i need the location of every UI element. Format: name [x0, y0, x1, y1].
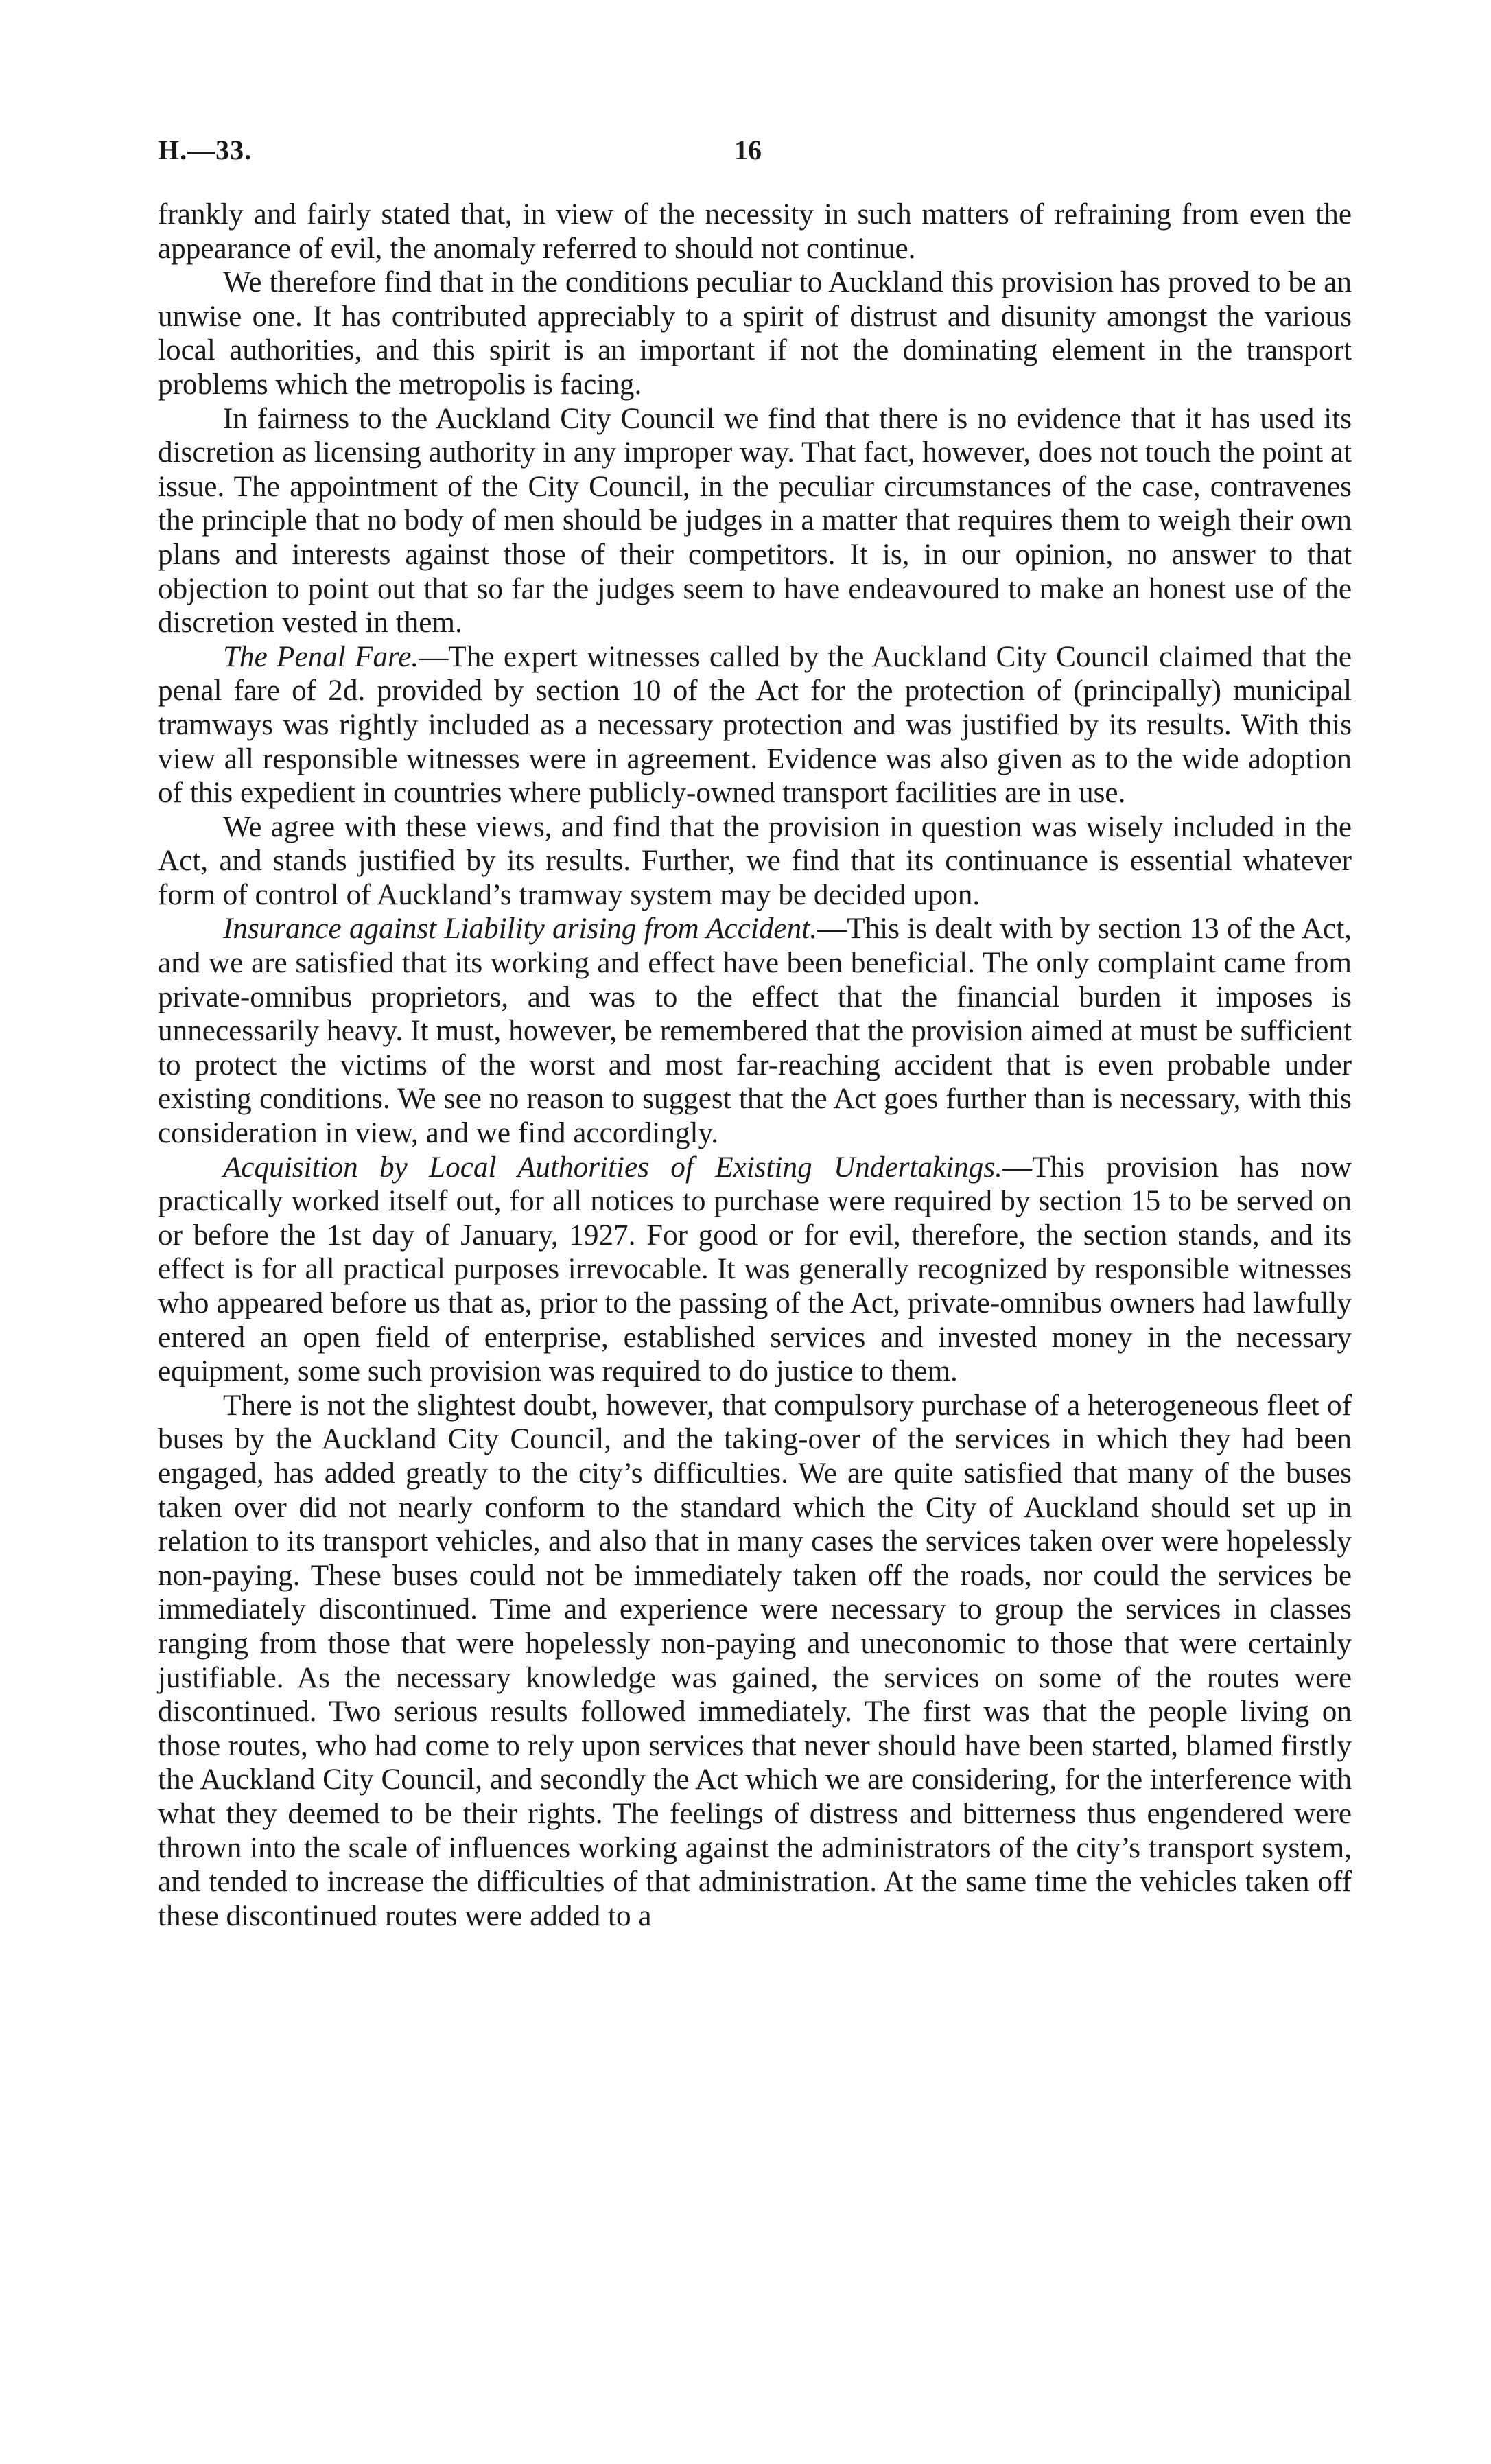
paragraph-text: frankly and fairly stated that, in view of the necessity in such matters of refraining from even the appearance of evil, the anomaly referred to should not continue. [158, 198, 1352, 265]
paragraph [158, 810, 1352, 913]
section-heading: The Penal Fare. [223, 640, 419, 673]
paragraph-acquisition [158, 1151, 1352, 1389]
section-heading: Insurance against Liability arising from Accident. [223, 913, 817, 946]
paragraph-text: —This provision has now practically worked itself out, for all notices to purchase were required by section 15 to be served on or before the 1st day of January, 1927. For good or for evil, therefore, the section stands, and its effect is for all practical purposes irrevocable. It was generally recognized by responsible witnesses who appeared before us that as, prior to the passing of the Act, private-omnibus owners had lawfully entered an open field of enterprise, established services and invested money in the necessary equipment, some such provision was required to do justice to them. [158, 1151, 1352, 1388]
page-number: 16 [734, 134, 762, 165]
section-heading: Acquisition by Local Authorities of Existing Undertakings. [223, 1151, 1002, 1184]
page-header [158, 134, 1352, 175]
paragraph [158, 1389, 1352, 1934]
paragraph-text: We therefore find that in the conditions peculiar to Auckland this provision has proved to be an unwise one. It has contributed appreciably to a spirit of distrust and disunity amongst the various local authorities, and this spirit is an important if not the dominating element in the transport problems which the metropolis is facing. [158, 266, 1352, 401]
paragraph-penal-fare [158, 640, 1352, 810]
paragraph-text: There is not the slightest doubt, however, that compulsory purchase of a heterogeneous fleet of buses by the Auckland City Council, and the taking-over of the services in which they had been engaged, has added greatly to the city’s difficulties. We are quite satisfied that many of the buses taken over did not nearly conform to the standard which the City of Auckland should set up in relation to its transport vehicles, and also that in many cases the services taken over were hopelessly non-paying. These buses could not be immediately taken off the roads, nor could the services be immediately discontinued. Time and experience were necessary to group the services in classes ranging from those that were hopelessly non-paying and uneconomic to those that were certainly justifiable. As the necessary knowledge was gained, the services on some of the routes were discontinued. Two serious results followed immediately. The first was that the people living on those routes, who had come to rely upon services that never should have been started, blamed firstly the Auckland City Council, and secondly the Act which we are considering, for the interference with what they deemed to be their rights. The feelings of distress and bitterness thus engendered were thrown into the scale of influences working against the administrators of the city’s transport system, and tended to increase the difficulties of that administration. At the same time the vehicles taken off these discontinued routes were added to a [158, 1389, 1352, 1932]
paragraph-text: In fairness to the Auckland City Council we find that there is no evidence that it has used its discretion as licensing authority in any improper way. That fact, however, does not touch the point at issue. The appointment of the City Council, in the peculiar circumstances of the case, contravenes the principle that no body of men should be judges in a matter that requires them to weigh their own plans and interests against those of their competitors. It is, in our opinion, no answer to that objection to point out that so far the judges seem to have endeavoured to make an honest use of the discretion vested in them. [158, 402, 1352, 640]
paragraph [158, 266, 1352, 401]
document-reference: H.—33. [158, 134, 253, 165]
paragraph-continuation [158, 198, 1352, 266]
paragraph-text: —The expert witnesses called by the Auckland City Council claimed that the penal fare of 2d. provided by section 10 of the Act for the protection of (principally) municipal tramways was rightly included as a necessary protection and was justified by its results. With this view all responsible witnesses were in agreement. Evidence was also given as to the wide adoption of this expedient in countries where publicly-owned transport facilities are in use. [158, 640, 1352, 810]
paragraph-insurance [158, 912, 1352, 1150]
paragraph-text: We agree with these views, and find that the provision in question was wisely included in the Act, and stands justified by its results. Further, we find that its continuance is essential whatever form of control of Auckland’s tramway system may be decided upon. [158, 810, 1352, 911]
paragraph-text: —This is dealt with by section 13 of the Act, and we are satisfied that its working and effect have been beneficial. The only complaint came from private-omnibus proprietors, and was to the effect that the financial burden it imposes is unnecessarily heavy. It must, however, be remembered that the provision aimed at must be sufficient to protect the victims of the worst and most far-reaching accident that is even probable under existing conditions. We see no reason to suggest that the Act goes further than is necessary, with this consideration in view, and we find accordingly. [158, 913, 1352, 1150]
paragraph [158, 402, 1352, 640]
body-text [158, 198, 1352, 1933]
